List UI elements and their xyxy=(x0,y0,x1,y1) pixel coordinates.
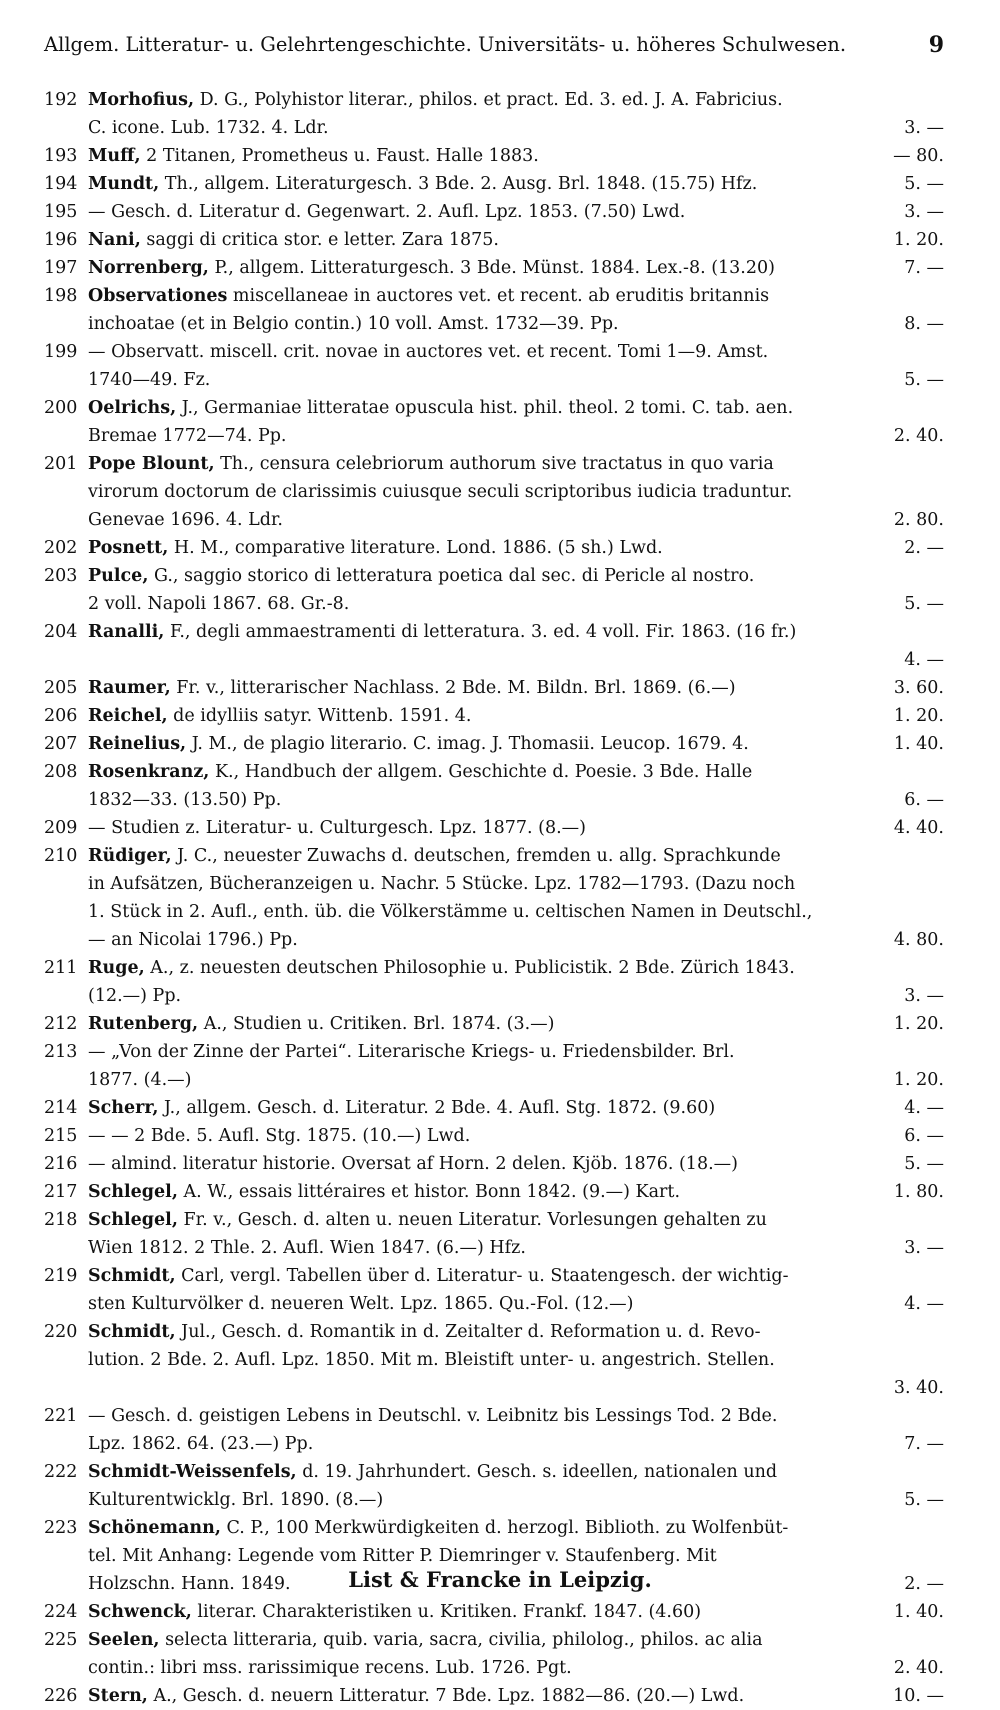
entry-line xyxy=(88,1654,944,1682)
entry-line xyxy=(88,394,944,422)
entry-text: Fr. v., litterarischer Nachlass. 2 Bde. M. Bildn. Brl. 1869. (6.—) xyxy=(170,678,736,698)
entry-text: A., Studien u. Critiken. Brl. 1874. (3.—) xyxy=(198,1014,555,1034)
entry-number: 194 xyxy=(44,174,78,194)
entry-text: J. M., de plagio literario. C. imag. J. Thomasii. Leucop. 1679. 4. xyxy=(186,734,749,754)
entry-price: 5. — xyxy=(898,366,944,394)
entry-author: Raumer, xyxy=(88,678,171,698)
entry-author: Observationes xyxy=(88,286,228,306)
entry-price: 6. — xyxy=(898,1122,944,1150)
entry-line xyxy=(88,282,944,310)
entry-line xyxy=(88,982,944,1010)
catalog-entry xyxy=(44,170,944,198)
entry-price: 5. — xyxy=(898,590,944,618)
entry-price: 3. — xyxy=(898,198,944,226)
entry-line xyxy=(88,702,944,730)
entry-text: — Gesch. d. geistigen Lebens in Deutschl. v. Leibnitz bis Lessings Tod. 2 Bde. xyxy=(88,1406,778,1426)
catalog-entry xyxy=(44,1458,944,1514)
entry-price: 1. 20. xyxy=(888,226,944,254)
catalog-entry xyxy=(44,842,944,954)
entry-text: — Studien z. Literatur- u. Culturgesch. Lpz. 1877. (8.—) xyxy=(88,818,586,838)
entry-line xyxy=(88,1374,944,1402)
entry-number: 202 xyxy=(44,538,78,558)
running-title: Allgem. Litteratur- u. Gelehrtengeschichte. Universitäts- u. höheres Schulwesen. xyxy=(44,33,847,56)
entry-author: Nani, xyxy=(88,230,141,250)
entry-text: Wien 1812. 2 Thle. 2. Aufl. Wien 1847. (6.—) Hfz. xyxy=(88,1238,526,1258)
entry-price: 3. 40. xyxy=(888,1374,944,1402)
entry-price: 3. 60. xyxy=(888,674,944,702)
entry-text: Lpz. 1862. 64. (23.—) Pp. xyxy=(88,1434,314,1454)
entry-text: de idylliis satyr. Wittenb. 1591. 4. xyxy=(167,706,472,726)
entry-author: Mundt, xyxy=(88,174,160,194)
entry-number: 200 xyxy=(44,398,78,418)
entry-author: Rüdiger, xyxy=(88,846,172,866)
entry-number: 215 xyxy=(44,1126,78,1146)
entry-text: — „Von der Zinne der Partei“. Literarische Kriegs- u. Friedensbilder. Brl. xyxy=(88,1042,735,1062)
entry-line xyxy=(88,1094,944,1122)
entry-line xyxy=(88,758,944,786)
entry-number: 225 xyxy=(44,1630,78,1650)
entry-text: virorum doctorum de clarissimis cuiusque seculi scriptoribus iudicia traduntur. xyxy=(88,482,793,502)
entry-author: Reinelius, xyxy=(88,734,187,754)
catalog-entry xyxy=(44,142,944,170)
entry-price: 5. — xyxy=(898,1150,944,1178)
entry-price: 4. 80. xyxy=(888,926,944,954)
entry-author: Schmidt, xyxy=(88,1322,176,1342)
entry-line xyxy=(88,1402,944,1430)
entry-line xyxy=(88,1598,944,1626)
entry-author: Muff, xyxy=(88,146,141,166)
catalog-entry xyxy=(44,1150,944,1178)
catalog-entry xyxy=(44,954,944,1010)
entry-text: — an Nicolai 1796.) Pp. xyxy=(88,930,298,950)
entry-line xyxy=(88,842,944,870)
entry-text: Th., censura celebriorum authorum sive tractatus in quo varia xyxy=(214,454,774,474)
entry-number: 220 xyxy=(44,1322,78,1342)
entry-price: 1. 20. xyxy=(888,1066,944,1094)
entry-line xyxy=(88,534,944,562)
entry-author: Schmidt, xyxy=(88,1266,176,1286)
entry-price: 6. — xyxy=(898,786,944,814)
entry-line xyxy=(88,618,944,646)
entry-line xyxy=(88,226,944,254)
entry-price: 8. — xyxy=(898,310,944,338)
catalog-entry xyxy=(44,450,944,534)
entry-line xyxy=(88,506,944,534)
entry-price: 4. — xyxy=(898,646,944,674)
entry-line xyxy=(88,646,944,674)
entry-author: Rutenberg, xyxy=(88,1014,199,1034)
catalog-entry xyxy=(44,534,944,562)
entry-line xyxy=(88,366,944,394)
entry-line xyxy=(88,590,944,618)
entry-text: Jul., Gesch. d. Romantik in d. Zeitalter d. Reformation u. d. Revo- xyxy=(175,1322,761,1342)
entry-text: miscellaneae in auctores vet. et recent. ab eruditis britannis xyxy=(227,286,770,306)
entry-price: 1. 20. xyxy=(888,1010,944,1038)
catalog-entry xyxy=(44,1402,944,1458)
entry-price: 3. — xyxy=(898,982,944,1010)
entry-text: selecta litteraria, quib. varia, sacra, civilia, philolog., philos. ac alia xyxy=(159,1630,763,1650)
entry-text: — Gesch. d. Literatur d. Gegenwart. 2. Aufl. Lpz. 1853. (7.50) Lwd. xyxy=(88,202,686,222)
catalog-entry xyxy=(44,758,944,814)
entry-line xyxy=(88,86,944,114)
entry-text: — almind. literatur historie. Oversat af Horn. 2 delen. Kjöb. 1876. (18.—) xyxy=(88,1154,738,1174)
catalog-entry xyxy=(44,1206,944,1262)
entry-text: lution. 2 Bde. 2. Aufl. Lpz. 1850. Mit m. Bleistift unter- u. angestrich. Stellen. xyxy=(88,1350,775,1370)
entry-line xyxy=(88,674,944,702)
catalog-entry xyxy=(44,394,944,450)
entry-price: 1. 20. xyxy=(888,702,944,730)
entry-number: 193 xyxy=(44,146,78,166)
catalog-entry xyxy=(44,254,944,282)
entry-number: 209 xyxy=(44,818,78,838)
catalog-entry xyxy=(44,702,944,730)
catalog-entry xyxy=(44,1682,944,1710)
entry-text: sten Kulturvölker d. neueren Welt. Lpz. 1865. Qu.-Fol. (12.—) xyxy=(88,1294,634,1314)
entry-number: 208 xyxy=(44,762,78,782)
entry-number: 224 xyxy=(44,1602,78,1622)
entry-author: Posnett, xyxy=(88,538,169,558)
entry-line xyxy=(88,730,944,758)
entry-text: G., saggio storico di letteratura poetica dal sec. di Pericle al nostro. xyxy=(148,566,755,586)
entry-number: 196 xyxy=(44,230,78,250)
entry-line xyxy=(88,198,944,226)
entry-line xyxy=(88,1262,944,1290)
entry-text: H. M., comparative literature. Lond. 1886. (5 sh.) Lwd. xyxy=(168,538,663,558)
entry-price: 5. — xyxy=(898,1486,944,1514)
entry-text: Carl, vergl. Tabellen über d. Literatur- u. Staatengesch. der wichtig- xyxy=(175,1266,789,1286)
entry-line xyxy=(88,1346,944,1374)
entry-text: A., Gesch. d. neuern Litteratur. 7 Bde. Lpz. 1882—86. (20.—) Lwd. xyxy=(147,1686,745,1706)
entry-line xyxy=(88,254,944,282)
entry-author: Stern, xyxy=(88,1686,148,1706)
entry-line xyxy=(88,1430,944,1458)
entry-line xyxy=(88,1290,944,1318)
entry-author: Schwenck, xyxy=(88,1602,192,1622)
entry-number: 217 xyxy=(44,1182,78,1202)
catalog-entry xyxy=(44,1262,944,1318)
publisher-footer: List & Francke in Leipzig. xyxy=(348,1567,652,1592)
entry-author: Ruge, xyxy=(88,958,145,978)
entry-number: 213 xyxy=(44,1042,78,1062)
entry-line xyxy=(88,478,944,506)
entry-number: 206 xyxy=(44,706,78,726)
entry-author: Scherr, xyxy=(88,1098,159,1118)
entry-line xyxy=(88,310,944,338)
entry-author: Oelrichs, xyxy=(88,398,177,418)
entry-number: 218 xyxy=(44,1210,78,1230)
entry-text: F., degli ammaestramenti di letteratura. 3. ed. 4 voll. Fir. 1863. (16 fr.) xyxy=(164,622,797,642)
page-number: 9 xyxy=(928,32,944,58)
entry-line xyxy=(88,1066,944,1094)
entry-text: tel. Mit Anhang: Legende vom Ritter P. Diemringer v. Staufenberg. Mit xyxy=(88,1546,717,1566)
entry-line xyxy=(88,338,944,366)
entry-text: D. G., Polyhistor literar., philos. et pract. Ed. 3. ed. J. A. Fabricius. xyxy=(194,90,783,110)
entry-price: 4. 40. xyxy=(888,814,944,842)
entry-number: 207 xyxy=(44,734,78,754)
entry-line xyxy=(88,142,944,170)
entry-price: 2. 40. xyxy=(888,1654,944,1682)
entry-line xyxy=(88,870,944,898)
catalog-entry xyxy=(44,86,944,142)
catalog-entry xyxy=(44,730,944,758)
entry-text: contin.: libri mss. rarissimique recens. Lub. 1726. Pgt. xyxy=(88,1658,572,1678)
entry-line xyxy=(88,1038,944,1066)
entry-line xyxy=(88,1150,944,1178)
entry-author: Seelen, xyxy=(88,1630,160,1650)
catalog-entry xyxy=(44,814,944,842)
catalog-entry xyxy=(44,1318,944,1402)
entry-text: J., allgem. Gesch. d. Literatur. 2 Bde. 4. Aufl. Stg. 1872. (9.60) xyxy=(158,1098,716,1118)
catalog-entry xyxy=(44,1094,944,1122)
entry-text: Genevae 1696. 4. Ldr. xyxy=(88,510,283,530)
entry-author: Pulce, xyxy=(88,566,149,586)
entry-price: 3. — xyxy=(898,1234,944,1262)
entry-text: 1832—33. (13.50) Pp. xyxy=(88,790,282,810)
catalog-entry xyxy=(44,1178,944,1206)
entry-text: Holzschn. Hann. 1849. xyxy=(88,1574,291,1594)
entry-text: 1740—49. Fz. xyxy=(88,370,211,390)
entry-price: 1. 40. xyxy=(888,1598,944,1626)
entry-price: — 80. xyxy=(887,142,944,170)
entry-number: 216 xyxy=(44,1154,78,1174)
entry-price: 4. — xyxy=(898,1094,944,1122)
catalog-entry xyxy=(44,226,944,254)
entry-text: in Aufsätzen, Bücheranzeigen u. Nachr. 5 Stücke. Lpz. 1782—1793. (Dazu noch xyxy=(88,874,796,894)
entry-price: 2. — xyxy=(898,1570,944,1598)
entry-price: 3. — xyxy=(898,114,944,142)
entry-line xyxy=(88,1010,944,1038)
entry-number: 214 xyxy=(44,1098,78,1118)
entry-line xyxy=(88,786,944,814)
entry-text: A. W., essais littéraires et histor. Bonn 1842. (9.—) Kart. xyxy=(177,1182,681,1202)
entry-text: P., allgem. Litteraturgesch. 3 Bde. Münst. 1884. Lex.-8. (13.20) xyxy=(208,258,775,278)
entry-line xyxy=(88,898,944,926)
running-header xyxy=(44,30,944,60)
entry-text: — Observatt. miscell. crit. novae in auctores vet. et recent. Tomi 1—9. Amst. xyxy=(88,342,769,362)
entry-author: Ranalli, xyxy=(88,622,165,642)
entry-number: 223 xyxy=(44,1518,78,1538)
catalog-entry xyxy=(44,198,944,226)
entry-number: 226 xyxy=(44,1686,78,1706)
entry-line xyxy=(88,814,944,842)
entry-price: 2. — xyxy=(898,534,944,562)
entry-author: Schönemann, xyxy=(88,1518,221,1538)
entry-text: — — 2 Bde. 5. Aufl. Stg. 1875. (10.—) Lwd. xyxy=(88,1126,471,1146)
entry-text: J. C., neuester Zuwachs d. deutschen, fremden u. allg. Sprachkunde xyxy=(171,846,781,866)
entry-line xyxy=(88,954,944,982)
entry-author: Norrenberg, xyxy=(88,258,209,278)
entry-price: 2. 80. xyxy=(888,506,944,534)
entry-line xyxy=(88,1122,944,1150)
entry-text: Th., allgem. Literaturgesch. 3 Bde. 2. Ausg. Brl. 1848. (15.75) Hfz. xyxy=(159,174,758,194)
entry-line xyxy=(88,1514,944,1542)
entry-line xyxy=(88,1234,944,1262)
entry-text: 1. Stück in 2. Aufl., enth. üb. die Völkerstämme u. celtischen Namen in Deutschl., xyxy=(88,902,813,922)
entry-text: C. icone. Lub. 1732. 4. Ldr. xyxy=(88,118,329,138)
entry-text: 2 voll. Napoli 1867. 68. Gr.-8. xyxy=(88,594,350,614)
entry-author: Rosenkranz, xyxy=(88,762,210,782)
catalog-entry xyxy=(44,1122,944,1150)
entry-price: 5. — xyxy=(898,170,944,198)
entry-number: 195 xyxy=(44,202,78,222)
entry-price: 10. — xyxy=(887,1682,944,1710)
entry-line xyxy=(88,1318,944,1346)
catalog-entry xyxy=(44,1626,944,1682)
catalog-entry xyxy=(44,1010,944,1038)
entry-number: 221 xyxy=(44,1406,78,1426)
entry-line xyxy=(88,422,944,450)
entry-number: 199 xyxy=(44,342,78,362)
entry-line xyxy=(88,1458,944,1486)
entry-line xyxy=(88,114,944,142)
entry-line xyxy=(88,926,944,954)
entry-line xyxy=(88,1486,944,1514)
entry-price: 1. 40. xyxy=(888,730,944,758)
entry-text: 1877. (4.—) xyxy=(88,1070,192,1090)
entry-price: 2. 40. xyxy=(888,422,944,450)
entry-number: 205 xyxy=(44,678,78,698)
entry-number: 219 xyxy=(44,1266,78,1286)
entry-number: 212 xyxy=(44,1014,78,1034)
catalog-entry xyxy=(44,618,944,674)
entry-line xyxy=(88,450,944,478)
entry-text: d. 19. Jahrhundert. Gesch. s. ideellen, nationalen und xyxy=(296,1462,778,1482)
entry-text: Kulturentwicklg. Brl. 1890. (8.—) xyxy=(88,1490,384,1510)
entry-text: 2 Titanen, Prometheus u. Faust. Halle 1883. xyxy=(140,146,539,166)
entry-author: Schlegel, xyxy=(88,1182,178,1202)
entry-number: 211 xyxy=(44,958,78,978)
catalog-entry xyxy=(44,674,944,702)
entry-text: (12.—) Pp. xyxy=(88,986,182,1006)
entry-author: Schlegel, xyxy=(88,1210,178,1230)
entry-number: 222 xyxy=(44,1462,78,1482)
entry-number: 198 xyxy=(44,286,78,306)
entry-line xyxy=(88,170,944,198)
entry-price: 7. — xyxy=(898,254,944,282)
entry-line xyxy=(88,1206,944,1234)
entry-text: Fr. v., Gesch. d. alten u. neuen Literatur. Vorlesungen gehalten zu xyxy=(177,1210,767,1230)
catalog-entry xyxy=(44,282,944,338)
entry-line xyxy=(88,1178,944,1206)
entry-author: Morhofius, xyxy=(88,90,195,110)
catalog-entry xyxy=(44,562,944,618)
entry-author: Schmidt-Weissenfels, xyxy=(88,1462,297,1482)
entry-price: 4. — xyxy=(898,1290,944,1318)
catalog-entry xyxy=(44,1038,944,1094)
entry-number: 192 xyxy=(44,90,78,110)
catalog-entry xyxy=(44,338,944,394)
catalog-entries xyxy=(44,86,944,1710)
entry-text: Bremae 1772—74. Pp. xyxy=(88,426,287,446)
entry-author: Reichel, xyxy=(88,706,168,726)
entry-price: 7. — xyxy=(898,1430,944,1458)
entry-number: 203 xyxy=(44,566,78,586)
catalog-entry xyxy=(44,1598,944,1626)
entry-number: 197 xyxy=(44,258,78,278)
entry-line xyxy=(88,562,944,590)
entry-price: 1. 80. xyxy=(888,1178,944,1206)
entry-number: 210 xyxy=(44,846,78,866)
entry-text: A., z. neuesten deutschen Philosophie u. Publicistik. 2 Bde. Zürich 1843. xyxy=(144,958,795,978)
entry-line xyxy=(88,1682,944,1710)
entry-number: 201 xyxy=(44,454,78,474)
entry-number: 204 xyxy=(44,622,78,642)
entry-line xyxy=(88,1626,944,1654)
entry-text: literar. Charakteristiken u. Kritiken. Frankf. 1847. (4.60) xyxy=(191,1602,702,1622)
entry-text: J., Germaniae litteratae opuscula hist. phil. theol. 2 tomi. C. tab. aen. xyxy=(176,398,794,418)
entry-author: Pope Blount, xyxy=(88,454,215,474)
entry-text: C. P., 100 Merkwürdigkeiten d. herzogl. Biblioth. zu Wolfenbüt- xyxy=(220,1518,789,1538)
entry-text: saggi di critica stor. e letter. Zara 1875. xyxy=(140,230,499,250)
entry-text: K., Handbuch der allgem. Geschichte d. Poesie. 3 Bde. Halle xyxy=(209,762,753,782)
entry-text: inchoatae (et in Belgio contin.) 10 voll. Amst. 1732—39. Pp. xyxy=(88,314,619,334)
